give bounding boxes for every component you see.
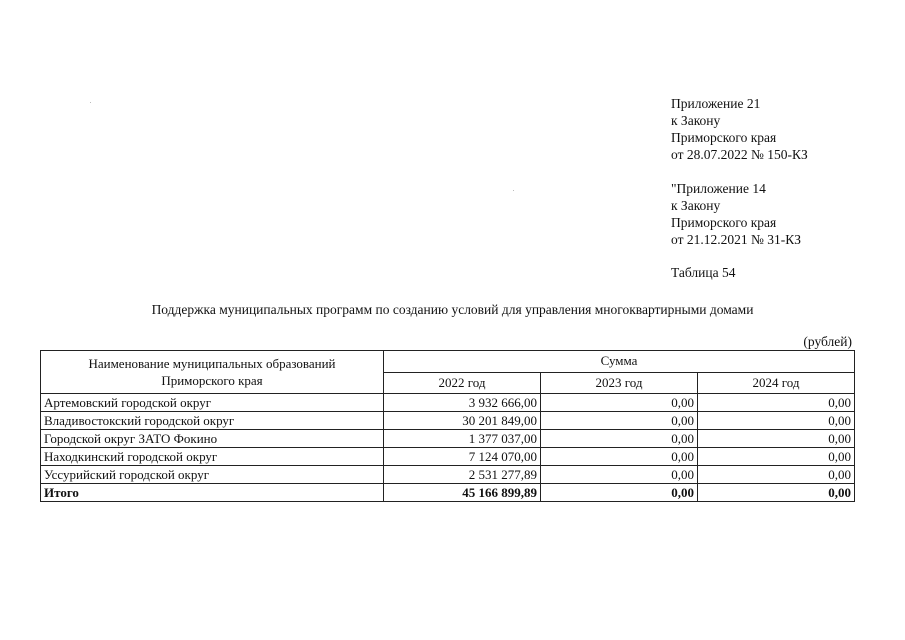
document-title: Поддержка муниципальных программ по созданию условий для управления многоквартирными домами xyxy=(151,302,754,317)
row-value-2024: 0,00 xyxy=(698,448,855,466)
appendix-line: от 21.12.2021 № 31-КЗ xyxy=(671,232,801,247)
column-header-sum: Сумма xyxy=(384,351,855,373)
row-name: Артемовский городской округ xyxy=(41,394,384,412)
appendix-line: Приморского края xyxy=(671,215,777,230)
table-row xyxy=(41,466,855,484)
row-name: Находкинский городской округ xyxy=(41,448,384,466)
row-value-2023: 0,00 xyxy=(541,448,698,466)
row-value-2022: 3 932 666,00 xyxy=(384,394,541,412)
column-header-2024: 2024 год xyxy=(698,372,855,394)
appendix-line: к Закону xyxy=(671,113,721,128)
table-total-row xyxy=(41,484,855,502)
row-name: Городской округ ЗАТО Фокино xyxy=(41,430,384,448)
funding-table xyxy=(40,350,855,502)
row-value-2024: 0,00 xyxy=(698,430,855,448)
appendix-line: Приморского края xyxy=(671,130,777,145)
total-value-2023: 0,00 xyxy=(541,484,698,502)
appendix-line: "Приложение 14 xyxy=(671,181,766,196)
appendix-original-block xyxy=(671,180,801,248)
row-value-2023: 0,00 xyxy=(541,466,698,484)
row-value-2022: 30 201 849,00 xyxy=(384,412,541,430)
row-value-2023: 0,00 xyxy=(541,394,698,412)
row-value-2024: 0,00 xyxy=(698,412,855,430)
column-header-name xyxy=(41,351,384,394)
row-value-2022: 7 124 070,00 xyxy=(384,448,541,466)
total-value-2024: 0,00 xyxy=(698,484,855,502)
row-name: Уссурийский городской округ xyxy=(41,466,384,484)
row-value-2022: 2 531 277,89 xyxy=(384,466,541,484)
row-value-2022: 1 377 037,00 xyxy=(384,430,541,448)
row-value-2023: 0,00 xyxy=(541,430,698,448)
total-label: Итого xyxy=(41,484,384,502)
row-name: Владивостокский городской округ xyxy=(41,412,384,430)
column-header-name-line: Наименование муниципальных образований xyxy=(88,356,336,371)
appendix-line: от 28.07.2022 № 150-КЗ xyxy=(671,147,808,162)
column-header-2022: 2022 год xyxy=(384,372,541,394)
table-number: Таблица 54 xyxy=(671,265,736,280)
table-header-row xyxy=(41,351,855,373)
units-label: (рублей) xyxy=(803,334,852,349)
appendix-line: к Закону xyxy=(671,198,721,213)
total-value-2022: 45 166 899,89 xyxy=(384,484,541,502)
row-value-2024: 0,00 xyxy=(698,394,855,412)
scan-speck xyxy=(90,102,91,103)
column-header-name-line: Приморского края xyxy=(161,373,263,388)
row-value-2024: 0,00 xyxy=(698,466,855,484)
scan-speck xyxy=(513,190,514,191)
table-row xyxy=(41,430,855,448)
column-header-2023: 2023 год xyxy=(541,372,698,394)
table-row xyxy=(41,412,855,430)
appendix-line: Приложение 21 xyxy=(671,96,761,111)
appendix-current-block xyxy=(671,95,808,163)
table-row xyxy=(41,448,855,466)
table-row xyxy=(41,394,855,412)
row-value-2023: 0,00 xyxy=(541,412,698,430)
